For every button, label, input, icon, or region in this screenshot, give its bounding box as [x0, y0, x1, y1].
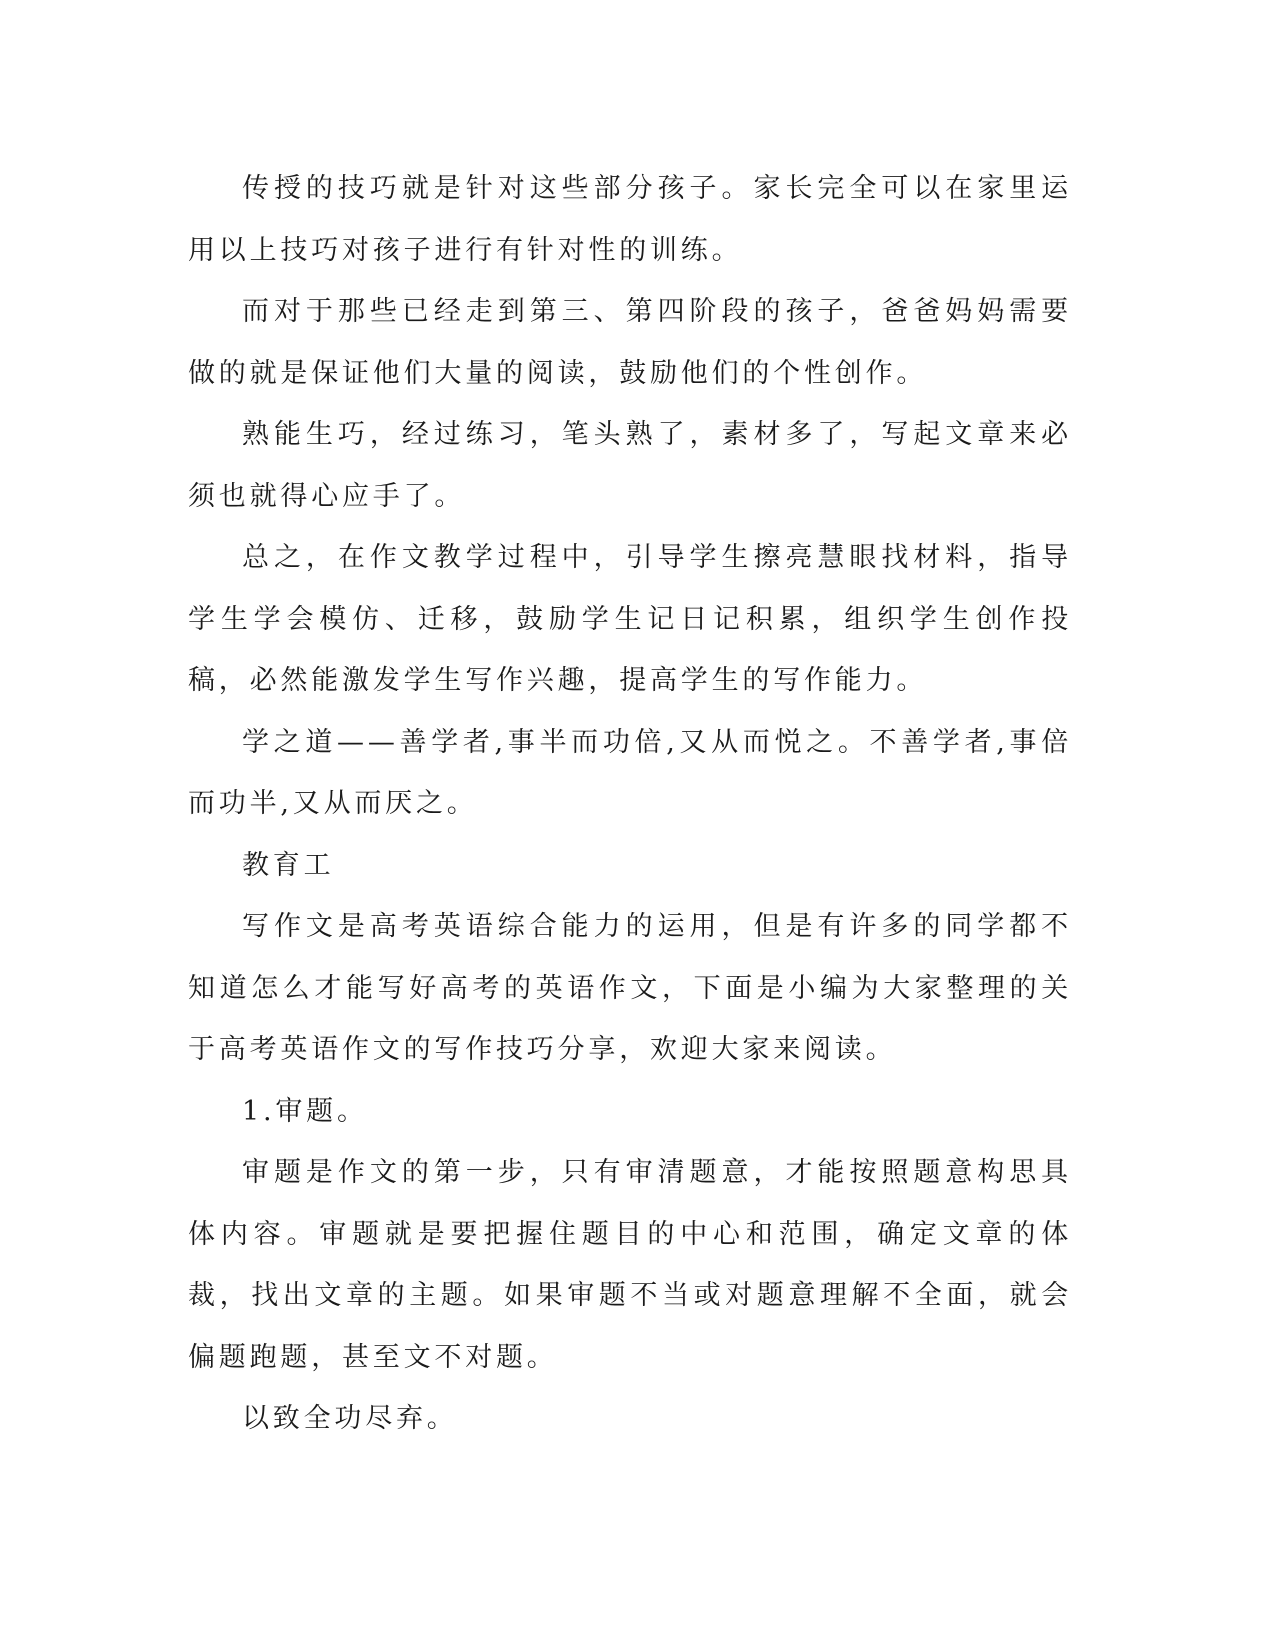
paragraph: 审题是作文的第一步，只有审清题意，才能按照题意构思具体内容。审题就是要把握住题目的中心和范围，确定文章的体裁，找出文章的主题。如果审题不当或对题意理解不全面，就会偏题跑题，甚至文不对题。 [188, 1157, 1072, 1373]
paragraph: 写作文是高考英语综合能力的运用，但是有许多的同学都不知道怎么才能写好高考的英语作文，下面是小编为大家整理的关于高考英语作文的写作技巧分享，欢迎大家来阅读。 [188, 911, 1072, 1065]
paragraph: 学之道——善学者,事半而功倍,又从而悦之。不善学者,事倍而功半,又从而厌之。 [188, 726, 1072, 819]
paragraph: 1.审题。 [242, 1095, 368, 1127]
paragraph: 熟能生巧，经过练习，笔头熟了，素材多了，写起文章来必须也就得心应手了。 [188, 419, 1072, 512]
paragraph: 传授的技巧就是针对这些部分孩子。家长完全可以在家里运用以上技巧对孩子进行有针对性的训练。 [188, 173, 1072, 266]
paragraph: 总之，在作文教学过程中，引导学生擦亮慧眼找材料，指导学生学会模仿、迁移，鼓励学生记日记积累，组织学生创作投稿，必然能激发学生写作兴趣，提高学生的写作能力。 [188, 542, 1072, 696]
paragraph: 而对于那些已经走到第三、第四阶段的孩子，爸爸妈妈需要做的就是保证他们大量的阅读，鼓励他们的个性创作。 [188, 296, 1072, 389]
paragraph: 教育工 [242, 849, 335, 881]
paragraph: 以致全功尽弃。 [242, 1403, 458, 1434]
document-body [188, 158, 1072, 1450]
